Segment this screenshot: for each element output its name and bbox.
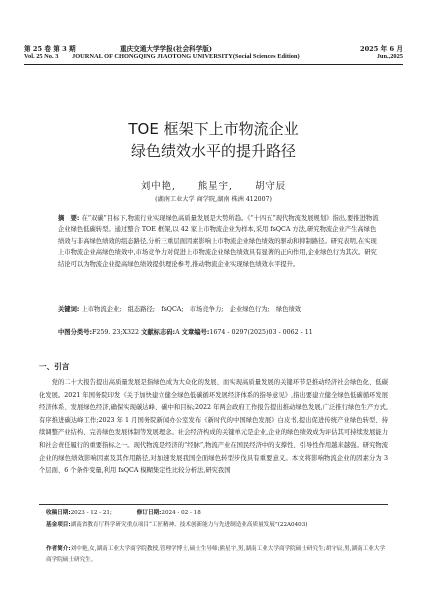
clc-label: 中图分类号: [58,329,93,336]
article-id-value: 1674 - 0297(2025)03 - 0062 - 11 [209,329,313,336]
doc-code-label: 文献标志码: [141,329,176,336]
section-heading: 一、引言 [39,362,70,371]
classification-line [58,327,380,338]
clc-value: F259. 23;X322 [92,329,140,336]
revised-value: 2024 - 02 - 18 [161,510,201,516]
abstract-text: 在“双碳”目标下,物流行业实现绿色高质量发展是大势所趋。《“十四五”现代物流发展规划》指出,要推进物流企业绿色低碳转型。通过整合 TOE 框架,以 42 家上市物流企业为样本,采用 fsQCA 方法,研究物流企业产生高绿色绩效与非高绿色绩效的组态路径,分析三重层面因素影响上市物流企业绿色绩效的驱动和抑制路径。研究表明,在实现上市物流企业高绿色绩效中,市场竞争力对促进上市物流企业绿色绩效具有显著的正向作用,企业绿色行为其次。研究结论可以为物流企业提高绿色绩效提供理论参考,推动物流企业实现绿色绩效水平提升。 [58,215,379,268]
volume-issue-cn: 第 25 卷 第 3 期 [24,45,76,53]
abstract-label: 摘 要: [58,215,80,222]
section-body: 党的二十大报告提出高质量发展是指绿色成为大众化的发展、而实现高质量发展的关键环节是推动经济社会绿色化、低碳化发展。2021 年国务院印发《关于加快建立健全绿色低碳循环发展经济体系的指导意见》,指出要建立健全绿色低碳循环发展经济体系、发展绿色经济,确保实现碳达峰、碳中和目标;2022 年两会政府工作报告提出推动绿色发展,广泛推行绿色生产方式,有序推进碳达峰工作;2023 年 1 月国务院新闻办公室发布《新时代的中国绿色发展》白皮书,提出促进传统产业绿色转型、持续调整产业结构、完善绿色发展体制等发展理念。社会经济构成的关键单元是企业,企业的绿色绩效成为评估其可持续发展能力和社会责任履行的重要指标之一。现代物流是经济的“经脉”,物流产业在国民经济中的支撑性、引导性作用越来越强。研究物流企业的绿色绩效影响因素及其作用路径,对加速发展我国全面绿色转型步伐具有重要意义。本文将影响物流企业的因素分为 3 个层面、6 个条件变量,利用 fsQCA 模糊集定性比较分析法,研究我国 [39,379,388,475]
fund-label: 基金项目: [46,522,71,528]
author-name: 刘中艳, [140,181,176,192]
fund-value: 湖南省教育厅科学研究重点项目“工匠精神、技术创新能力与先进制造业高质量发展”(22A0403) [70,522,308,528]
received-value: 2023 - 12 - 21; [70,510,112,516]
footnote-dates [46,508,388,519]
doc-code-value: A [175,329,180,336]
footnote-fund [46,520,388,531]
author-bio-label: 作者简介: [46,546,71,552]
header-rule [24,64,403,65]
revised-label: 修订日期: [136,510,162,516]
author-name: 胡守辰 [255,181,287,192]
author-bio-value: 刘中艳,女,湖南工业大学商学院教授,管理学博士,硕士生导师;熊星宇,男,湖南工业大学商学院硕士研究生;胡守辰,男,湖南工业大学商学院硕士研究生。 [46,546,386,563]
issue-date-cn: 2025 年 6 月 [359,45,403,53]
author-name: 熊星宇, [197,181,234,192]
volume-issue-en: Vol. 25 No. 3 [24,53,59,60]
article-title-line1: TOE 框架下上市物流企业 [128,120,299,138]
keywords [58,304,380,315]
keywords-text: 上市物流企业; 组态路径; fsQCA; 市场竞争力; 企业绿色行为; 绿色绩效 [81,306,302,313]
author-affiliation: (湖南工业大学 商学院,湖南 株洲 412007) [155,196,272,203]
issue-date-en: Jun.,2025 [376,53,403,60]
keywords-label: 关键词: [58,306,80,313]
journal-name-en: JOURNAL OF CHONGQING JIAOTONG UNIVERSITY(Social Sciences Edition) [72,53,300,60]
received-label: 收稿日期: [46,510,71,516]
abstract [58,213,380,270]
article-title-line2: 绿色绩效水平的提升路径 [130,142,296,160]
article-id-label: 文章编号: [181,329,210,336]
author-list [0,178,427,192]
footnote-author-bio [46,544,388,565]
footnote-rule [39,504,388,505]
journal-name-cn: 重庆交通大学学报(社会科学版) [120,45,212,53]
